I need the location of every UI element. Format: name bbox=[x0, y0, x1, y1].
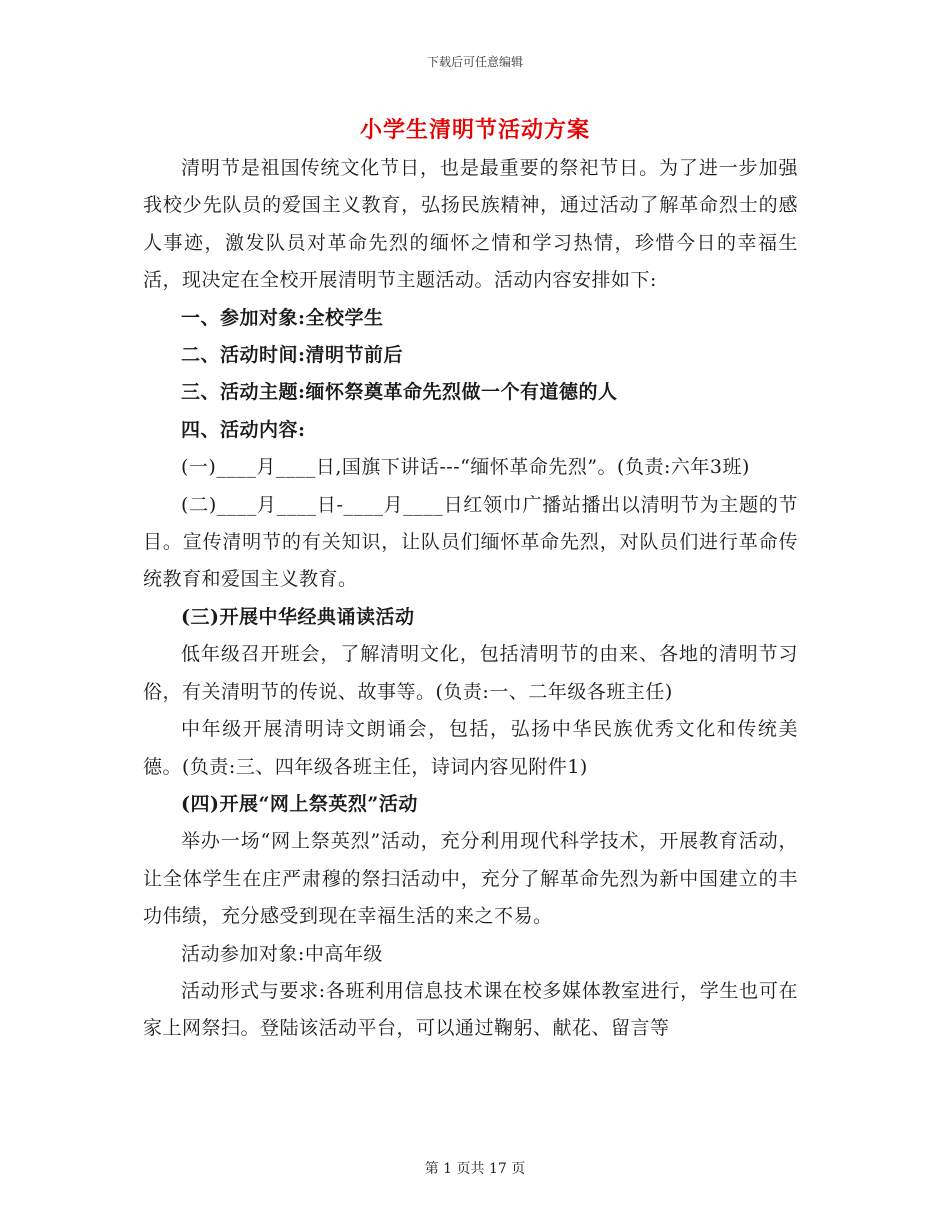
document-body bbox=[143, 150, 798, 1048]
activity-4-requirements: 活动形式与要求:各班利用信息技术课在校多媒体教室进行，学生也可在家上网祭扫。登陆该活动平台，可以通过鞠躬、献花、留言等 bbox=[143, 979, 798, 1040]
activity-item-2: (二)____月____日-____月____日红领巾广播站播出以清明节为主题的节目。宣传清明节的有关知识，让队员们缅怀革命先烈，对队员们进行革命传统教育和爱国主义教育。 bbox=[143, 493, 798, 591]
intro-paragraph: 清明节是祖国传统文化节日，也是最重要的祭祀节日。为了进一步加强我校少先队员的爱国主义教育，弘扬民族精神，通过活动了解革命烈士的感人事迹，激发队员对革命先烈的缅怀之情和学习热情，珍惜今日的幸福生活，现决定在全校开展清明节主题活动。活动内容安排如下: bbox=[143, 157, 798, 292]
activity-4-participants: 活动参加对象:中高年级 bbox=[181, 942, 383, 965]
activity-heading-3: (三)开展中华经典诵读活动 bbox=[181, 605, 415, 628]
activity-heading-4: (四)开展“网上祭英烈”活动 bbox=[181, 792, 418, 815]
activity-item-1: (一)____月____日,国旗下讲话---“缅怀革命先烈”。(负责:六年3班) bbox=[181, 456, 750, 479]
activity-4-description: 举办一场“网上祭英烈”活动，充分利用现代科学技术，开展教育活动，让全体学生在庄严肃穆的祭扫活动中，充分了解革命先烈为新中国建立的丰功伟绩，充分感受到现在幸福生活的来之不易。 bbox=[143, 830, 798, 928]
activity-3-lower-grades: 低年级召开班会，了解清明文化，包括清明节的由来、各地的清明节习俗，有关清明节的传说、故事等。(负责:一、二年级各班主任) bbox=[143, 643, 798, 703]
section-heading-time: 二、活动时间:清明节前后 bbox=[181, 344, 404, 367]
section-heading-content: 四、活动内容: bbox=[181, 418, 306, 441]
section-heading-participants: 一、参加对象:全校学生 bbox=[181, 306, 384, 329]
page-number: 第 1 页共 17 页 bbox=[424, 1161, 526, 1177]
document-title: 小学生清明节活动方案 bbox=[359, 117, 590, 143]
header-note: 下载后可任意编辑 bbox=[426, 55, 523, 69]
section-heading-theme: 三、活动主题:缅怀祭奠革命先烈做一个有道德的人 bbox=[181, 381, 618, 404]
activity-3-middle-grades: 中年级开展清明诗文朗诵会，包括，弘扬中华民族优秀文化和传统美德。(负责:三、四年级各班主任，诗词内容见附件1) bbox=[143, 718, 798, 778]
